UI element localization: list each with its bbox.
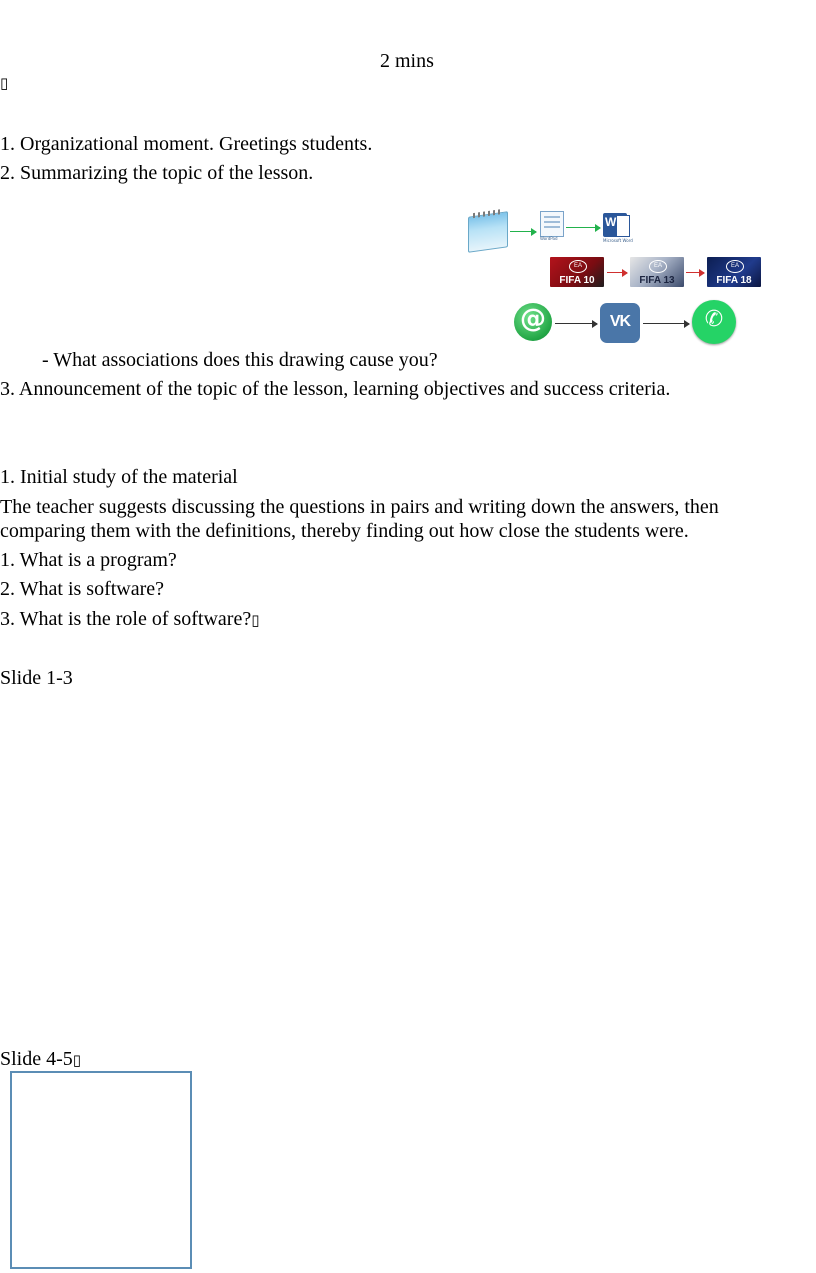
- image-placeholder-frame: [10, 1071, 192, 1269]
- arrow-icon: [607, 272, 627, 273]
- word-glyph: W: [605, 215, 617, 229]
- wordpad-icon: [540, 211, 564, 237]
- whatsapp-icon: ✆: [692, 300, 736, 344]
- instruction-paragraph: The teacher suggests discussing the questions in pairs and writing down the answers, then comparing them with the definitions, thereby finding out how close the students were.: [0, 496, 719, 542]
- duration-label: 2 mins: [380, 50, 434, 72]
- fifa-10-cover: EA FIFA 10: [550, 257, 604, 287]
- arrow-icon: [555, 323, 597, 324]
- mailru-icon: @: [514, 303, 552, 341]
- question-item: 2. What is software?: [0, 578, 165, 600]
- section-heading: 1. Initial study of the material: [0, 466, 238, 488]
- msword-icon: [603, 213, 627, 237]
- question-item: 3. What is the role of software?▯: [0, 608, 260, 630]
- msword-caption: Microsoft Word: [603, 238, 633, 243]
- notepad-icon: [468, 211, 508, 253]
- placeholder-glyph: ▯: [0, 74, 9, 92]
- arrow-icon: [566, 227, 600, 228]
- arrow-icon: [510, 231, 536, 232]
- slide-reference: Slide 4-5▯: [0, 1048, 82, 1070]
- associations-diagram: [460, 205, 780, 350]
- association-question: - What associations does this drawing cause you?: [42, 349, 438, 371]
- list-item: 3. Announcement of the topic of the lesson, learning objectives and success criteria.: [0, 378, 671, 400]
- list-item: 1. Organizational moment. Greetings students.: [0, 133, 373, 155]
- vk-icon: VK: [600, 303, 640, 343]
- arrow-icon: [643, 323, 689, 324]
- arrow-icon: [686, 272, 704, 273]
- slide-reference: Slide 1-3: [0, 667, 73, 689]
- question-item: 1. What is a program?: [0, 549, 177, 571]
- fifa-18-cover: EA FIFA 18: [707, 257, 761, 287]
- list-item: 2. Summarizing the topic of the lesson.: [0, 162, 314, 184]
- wordpad-caption: WordPad: [540, 236, 558, 241]
- fifa-13-cover: EA FIFA 13: [630, 257, 684, 287]
